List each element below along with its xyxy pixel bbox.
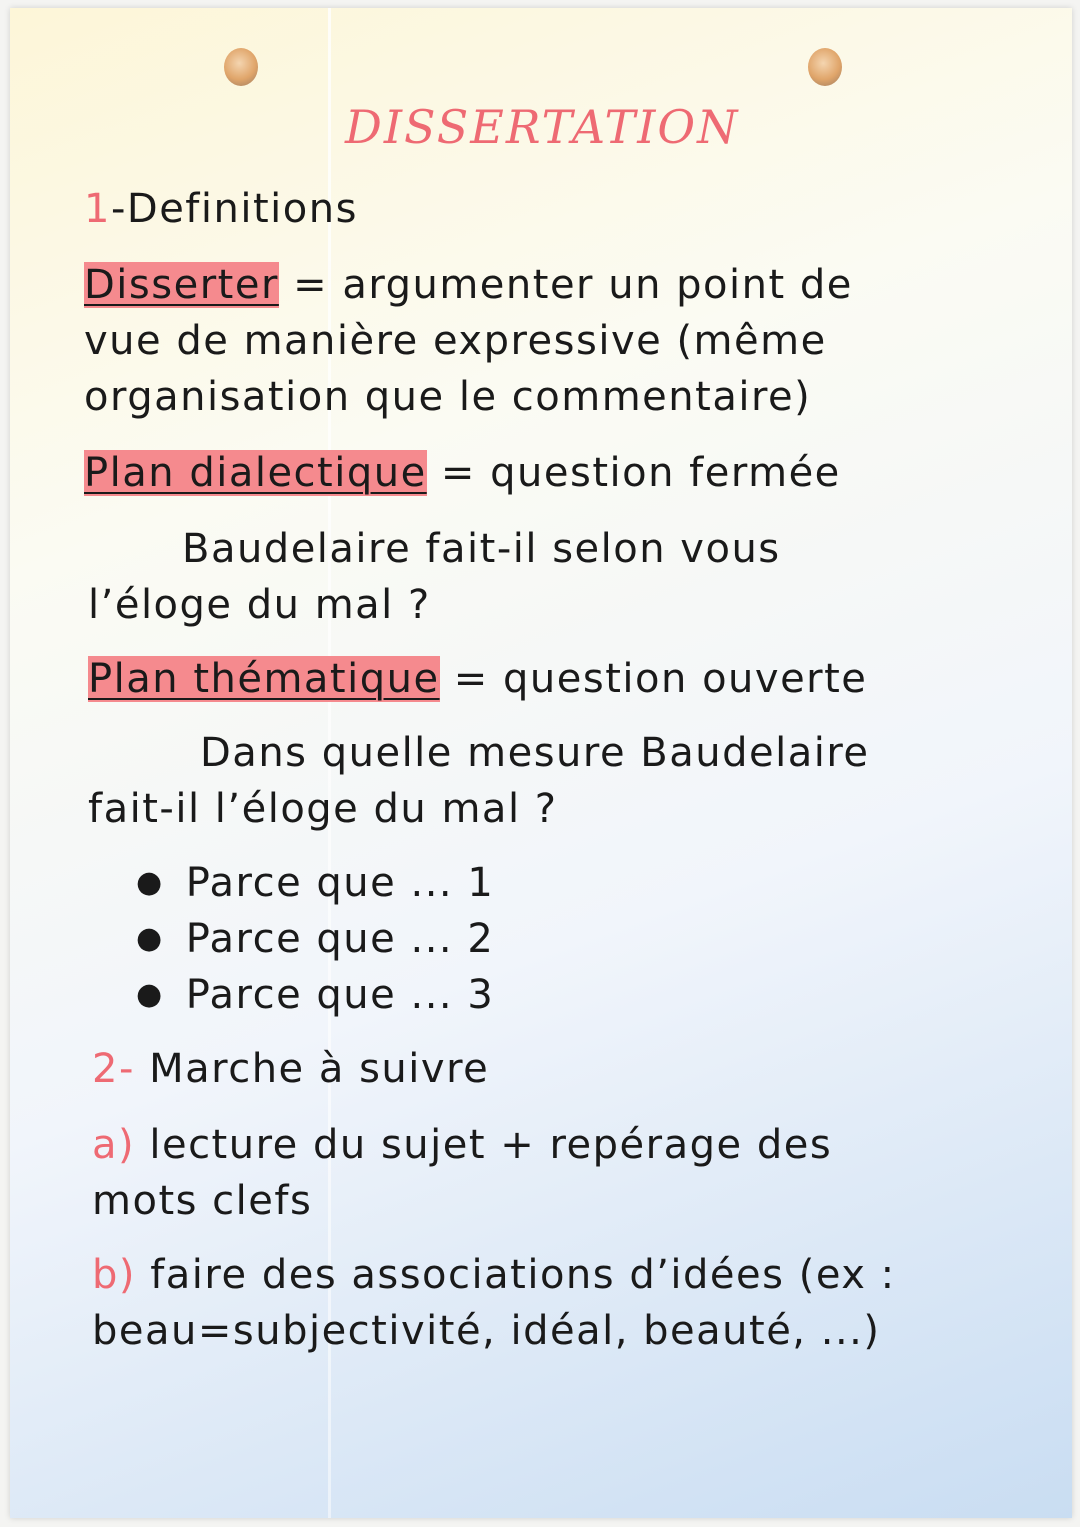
list-item bbox=[136, 916, 494, 962]
list-item-text: Parce que ... 1 bbox=[185, 860, 495, 906]
step-a-text: lecture du sujet + repérage des bbox=[135, 1122, 833, 1168]
plan-thematique-term: Plan thématique bbox=[88, 656, 440, 702]
plan-dialectique-line bbox=[84, 450, 841, 496]
plan-dialectique-example-line1: Baudelaire fait-il selon vous bbox=[182, 526, 781, 572]
section-1-number: 1 bbox=[84, 186, 111, 232]
bullet-icon: ● bbox=[136, 977, 164, 1012]
section-2-heading bbox=[92, 1046, 489, 1092]
step-b-line1 bbox=[92, 1252, 896, 1298]
bullet-icon: ● bbox=[136, 921, 164, 956]
plan-thematique-line bbox=[88, 656, 867, 702]
section-2-number: 2- bbox=[92, 1046, 135, 1092]
plan-dialectique-def: = question fermée bbox=[426, 450, 841, 496]
punch-hole-right-icon bbox=[808, 48, 842, 86]
step-b-text: faire des associations d’idées (ex : bbox=[136, 1252, 896, 1298]
disserter-definition-line3: organisation que le commentaire) bbox=[84, 374, 812, 420]
plan-dialectique-term: Plan dialectique bbox=[84, 450, 427, 496]
disserter-term: Disserter bbox=[84, 262, 279, 308]
list-item-text: Parce que ... 2 bbox=[185, 916, 495, 962]
section-1-label: -Definitions bbox=[110, 186, 358, 232]
bullet-icon: ● bbox=[136, 865, 164, 900]
step-a-line2: mots clefs bbox=[92, 1178, 313, 1224]
page-title: DISSERTATION bbox=[345, 100, 740, 154]
punch-hole-left-icon bbox=[224, 48, 258, 86]
step-b-letter: b) bbox=[92, 1252, 136, 1298]
list-item bbox=[136, 860, 494, 906]
section-2-label: Marche à suivre bbox=[134, 1046, 490, 1092]
plan-thematique-def: = question ouverte bbox=[439, 656, 868, 702]
plan-dialectique-example-line2: l’éloge du mal ? bbox=[88, 582, 431, 628]
disserter-def-rest: = argumenter un point de bbox=[278, 262, 853, 308]
plan-thematique-example-line2: fait-il l’éloge du mal ? bbox=[88, 786, 558, 832]
step-b-line2: beau=subjectivité, idéal, beauté, ...) bbox=[92, 1308, 881, 1354]
step-a-line1 bbox=[92, 1122, 832, 1168]
note-card bbox=[10, 8, 1072, 1518]
plan-thematique-example-line1: Dans quelle mesure Baudelaire bbox=[200, 730, 870, 776]
step-a-letter: a) bbox=[92, 1122, 136, 1168]
section-1-heading bbox=[84, 186, 358, 232]
disserter-definition-line1 bbox=[84, 262, 853, 308]
list-item-text: Parce que ... 3 bbox=[185, 972, 495, 1018]
list-item bbox=[136, 972, 494, 1018]
disserter-definition-line2: vue de manière expressive (même bbox=[84, 318, 827, 364]
